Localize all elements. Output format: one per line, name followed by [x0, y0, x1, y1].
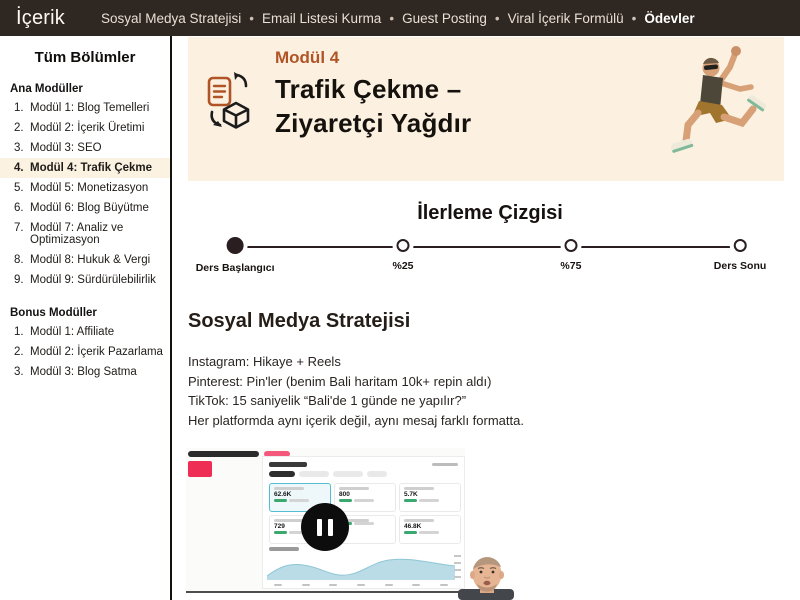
sidebar-item-label: Modül 3: Blog Satma — [30, 366, 137, 378]
stat-card — [334, 483, 396, 512]
sidebar-item-label: Modül 5: Monetizasyon — [30, 182, 149, 194]
progress-step-label: %75 — [560, 260, 582, 272]
sidebar-item-label: Modül 3: SEO — [30, 142, 102, 154]
stat-value: 800 — [339, 491, 350, 498]
header-nav — [101, 11, 695, 26]
sidebar-item-number: 5. — [14, 182, 24, 194]
progress-dot — [734, 239, 747, 252]
sidebar-item-label: Modül 7: Analiz ve Optimizasyon — [30, 222, 124, 246]
progress-dot-filled — [227, 237, 244, 254]
module-banner — [188, 37, 784, 181]
nav-item-3[interactable]: Guest Posting — [402, 10, 487, 26]
lesson-video-thumbnail[interactable] — [186, 448, 465, 593]
sidebar-item-number: 3. — [14, 142, 24, 154]
nav-separator: • — [494, 10, 500, 26]
progress-dot — [397, 239, 410, 252]
progress-line — [235, 246, 740, 248]
progress-step — [714, 239, 767, 272]
sidebar-item-number: 1. — [14, 102, 24, 114]
brand-title: İçerik — [16, 6, 65, 29]
sidebar-item-label: Modül 9: Sürdürülebilirlik — [30, 274, 156, 286]
progress-title: İlerleme Çizgisi — [417, 202, 563, 224]
sidebar-item-label: Modül 1: Blog Temelleri — [30, 102, 150, 114]
progress-step-label: %25 — [392, 260, 414, 272]
nav-item-5[interactable]: Ödevler — [644, 10, 695, 26]
nav-separator: • — [631, 10, 637, 26]
lesson-line: Her platformda aynı içerik değil, aynı mesaj farklı formatta. — [188, 412, 524, 428]
sidebar-item[interactable] — [0, 362, 170, 382]
stat-card — [399, 483, 461, 512]
dashboard-tab-selected — [269, 471, 295, 477]
module-title — [275, 72, 471, 140]
sidebar-item[interactable] — [0, 158, 170, 178]
stat-change-placeholder — [404, 531, 456, 534]
dashboard-export-link-placeholder — [432, 463, 458, 466]
sidebar-item-number: 3. — [14, 366, 24, 378]
pause-button[interactable] — [301, 503, 349, 551]
dashboard-tab — [367, 471, 387, 477]
banner-text-block — [275, 48, 471, 140]
sidebar-item[interactable] — [0, 322, 170, 342]
sidebar-item-label: Modül 2: İçerik Pazarlama — [30, 346, 163, 358]
sidebar-item[interactable] — [0, 218, 170, 250]
lesson-line: Instagram: Hikaye + Reels — [188, 354, 341, 369]
sidebar-item-number: 7. — [14, 222, 24, 234]
nav-item-1[interactable]: Sosyal Medya Stratejisi — [100, 10, 242, 26]
sidebar-item[interactable] — [0, 198, 170, 218]
chart-label-placeholder — [269, 547, 299, 551]
sidebar-item-number: 2. — [14, 346, 24, 358]
module-kicker: Modül 4 — [275, 48, 340, 67]
sidebar-item-number: 9. — [14, 274, 24, 286]
lesson-line: TikTok: 15 saniyelik “Bali'de 1 günde ne yapılır?” — [188, 393, 467, 408]
sidebar-item-label: Modül 6: Blog Büyütme — [30, 202, 149, 214]
sidebar-item-label: Modül 4: Trafik Çekme — [30, 162, 153, 174]
video-caption-pill — [188, 451, 259, 457]
nav-item-4[interactable]: Viral İçerik Formülü — [507, 10, 624, 26]
progress-section — [188, 202, 792, 288]
sidebar-section-heading: Bonus Modüller — [10, 307, 97, 319]
progress-step — [560, 239, 581, 272]
sidebar-item-number: 6. — [14, 202, 24, 214]
dashboard-title-placeholder — [269, 462, 307, 467]
sidebar-section-heading: Ana Modüller — [10, 83, 83, 95]
sidebar-item[interactable] — [0, 342, 170, 362]
jumping-person-photo — [658, 41, 770, 172]
progress-dot — [564, 239, 577, 252]
sidebar-item[interactable] — [0, 270, 170, 290]
stat-value: 46.8K — [404, 523, 422, 530]
stat-change-placeholder — [339, 499, 391, 502]
dashboard-stats — [269, 483, 461, 544]
progress-step — [393, 239, 414, 272]
module-title-line2: Ziyaretçi Yağdır — [275, 108, 472, 138]
sidebar-title: Tüm Bölümler — [34, 49, 136, 66]
sidebar-item-label: Modül 2: İçerik Üretimi — [30, 122, 145, 134]
sidebar-item[interactable] — [0, 178, 170, 198]
top-bar — [0, 0, 800, 36]
lesson-heading: Sosyal Medya Stratejisi — [188, 310, 411, 332]
dashboard-tab — [299, 471, 329, 477]
sidebar-item-number: 1. — [14, 326, 24, 338]
nav-item-2[interactable]: Email Listesi Kurma — [262, 10, 382, 26]
lesson-paragraph — [188, 352, 524, 430]
sidebar-sections — [0, 83, 170, 382]
pinterest-logo-block — [188, 461, 212, 477]
sidebar-item-number: 2. — [14, 122, 24, 134]
sidebar-item[interactable] — [0, 118, 170, 138]
sidebar-item[interactable] — [0, 138, 170, 158]
sidebar-item-label: Modül 8: Hukuk & Vergi — [30, 254, 151, 266]
sidebar-item[interactable] — [0, 98, 170, 118]
document-cube-convert-icon — [204, 70, 252, 137]
stat-change-placeholder — [274, 499, 326, 502]
stat-card — [399, 515, 461, 544]
stat-value: 729 — [274, 523, 285, 530]
stat-value: 62.6K — [274, 491, 292, 498]
stat-value: 5.7K — [404, 491, 418, 498]
module-title-line1: Trafik Çekme – — [275, 74, 462, 104]
video-bottom-edge — [186, 591, 465, 593]
nav-separator: • — [389, 10, 395, 26]
nav-separator: • — [249, 10, 255, 26]
progress-step — [196, 239, 275, 274]
progress-step-label: Ders Sonu — [713, 260, 767, 272]
sidebar-item-label: Modül 1: Affiliate — [30, 326, 115, 338]
x-axis-labels — [267, 581, 455, 588]
sidebar-item[interactable] — [0, 250, 170, 270]
progress-step-label: Ders Başlangıcı — [195, 262, 275, 274]
sidebar-item-number: 4. — [14, 162, 24, 174]
sidebar-item-number: 8. — [14, 254, 24, 266]
lesson-line: Pinterest: Pin'ler (benim Bali haritam 10k+ repin aldı) — [188, 373, 492, 389]
progress-track — [188, 231, 792, 283]
sidebar — [0, 36, 172, 600]
analytics-dashboard — [262, 456, 465, 589]
stat-change-placeholder — [404, 499, 456, 502]
presenter-webcam-overlay — [452, 557, 524, 600]
dashboard-tab — [333, 471, 363, 477]
